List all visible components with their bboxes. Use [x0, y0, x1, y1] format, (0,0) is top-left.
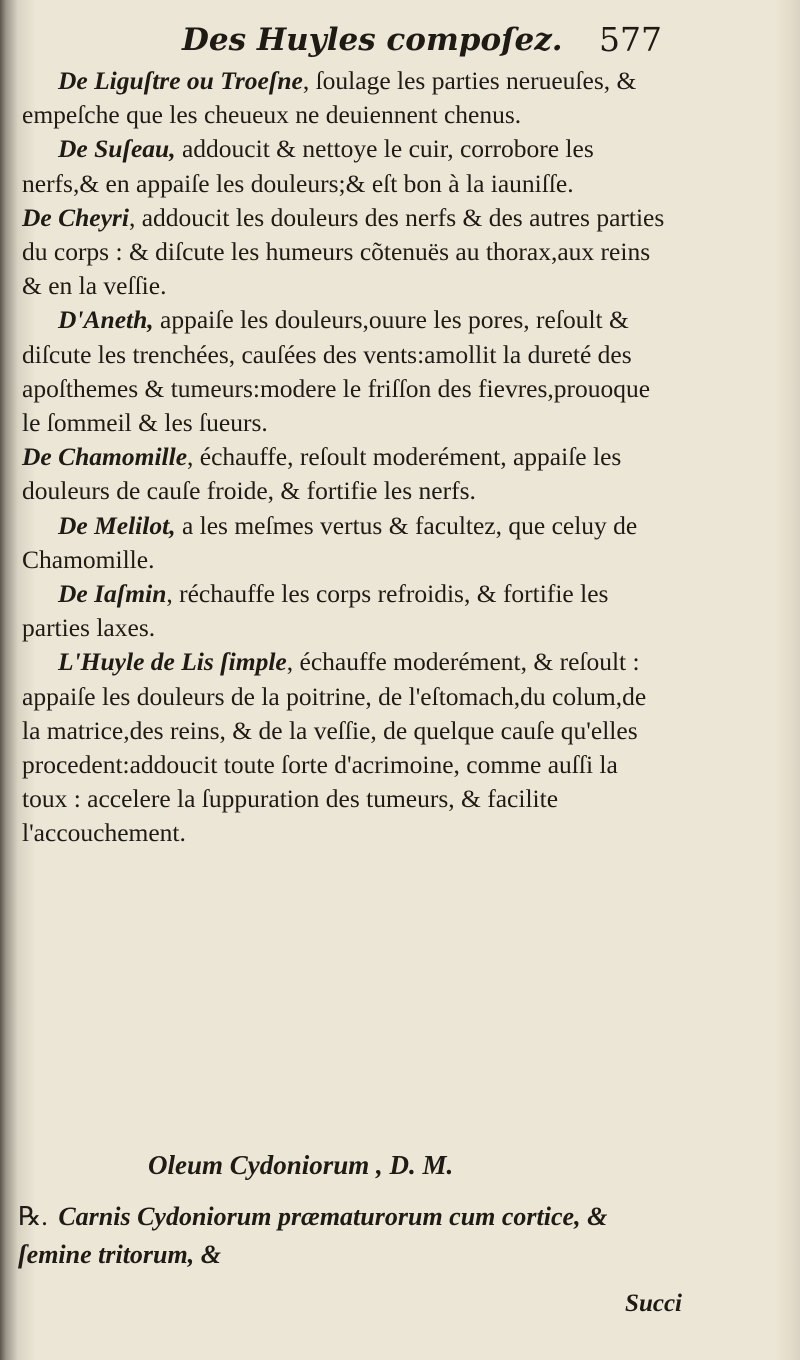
oil-name: De Cheyri: [22, 202, 129, 232]
page-number: 577: [599, 20, 662, 59]
oil-name: De Melilot,: [58, 510, 176, 540]
oil-description: , ſoulage les parties nerueuſes, & empeſche que les cheueux ne deuiennent chenus.: [22, 66, 637, 130]
oil-name: De Liguſtre ou Troeſne: [58, 66, 303, 95]
recipe-symbol: ℞.: [18, 1202, 48, 1231]
oil-description: , échauffe moderément, & reſoult : appaiſe les douleurs de la poitrine, de l'eſtomach,du colum,de la matrice,des reins, & de la veſſie, de quelque cauſe qu'elles procedent:addoucit toute ſorte d'acrimoine, comme auſſi la toux : accelere la ſuppuration des tumeurs, & facilite l'accouchement.: [22, 647, 647, 848]
running-head: Des Huyles compoſez.: [182, 22, 563, 58]
oil-name: De Suſeau,: [58, 134, 176, 164]
oil-description: , échauffe, reſoult moderément, appaiſe les douleurs de cauſe froide, & fortifie les nerfs.: [22, 442, 622, 506]
paragraph-aneth: [22, 303, 667, 440]
oil-description: appaiſe les douleurs,ouure les pores, reſoult & diſcute les trenchées, cauſées des vents:amollit la dureté des apoſthemes & tumeurs:modere le friſſon des fievres,prouoque le ſommeil & les ſueurs.: [22, 305, 651, 438]
paragraph-lis-simple: [22, 645, 667, 850]
oil-description: , addoucit les douleurs des nerfs & des autres parties du corps : & diſcute les humeurs cõtenuës au thorax,aux reins & en la veſſie.: [22, 202, 665, 301]
oil-description: addoucit & nettoye le cuir, corrobore les nerfs,& en appaiſe les douleurs;& eſt bon à la iauniſſe.: [22, 134, 594, 198]
oil-description: a les meſmes vertus & facultez, que celuy de Chamomille.: [22, 510, 638, 574]
oil-name: De Iaſmin: [58, 579, 167, 609]
paragraph-suseau: [22, 132, 667, 200]
paragraph-iasmin: [22, 577, 667, 645]
paragraph-melilot: [22, 509, 667, 577]
oil-name: D'Aneth,: [58, 305, 154, 335]
oil-description: , réchauffe les corps refroidis, & fortifie les parties laxes.: [22, 579, 609, 643]
paragraph-chamomille: [22, 440, 667, 508]
recipe-title: Oleum Cydoniorum , D. M.: [148, 1150, 454, 1180]
recipe-ingredients: [18, 1198, 678, 1274]
paragraph-liguſtre: [22, 64, 667, 132]
catchword: Succi: [625, 1290, 682, 1317]
page-header: [170, 18, 690, 62]
paragraph-cheyri: [22, 201, 667, 304]
recipe-text: Carnis Cydoniorum præmaturorum cum cortice, & ſemine tritorum, &: [18, 1202, 608, 1269]
body-text: [22, 64, 667, 851]
oil-name: De Chamomille: [22, 442, 188, 472]
oil-name: L'Huyle de Lis ſimple: [58, 647, 287, 677]
